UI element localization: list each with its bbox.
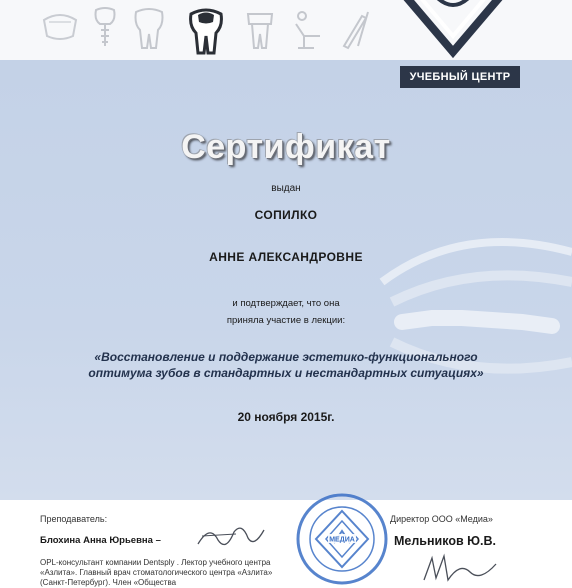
certificate-date: 20 ноября 2015г. [237,410,335,424]
director-name: Мельников Ю.В. [394,534,496,548]
teacher-signature [196,522,266,552]
logo-badge: УЧЕБНЫЙ ЦЕНТР [400,66,520,88]
teacher-description: OPL-консультант компании Dentsply . Лектор учебного центра «Азлита». Главный врач стоматологического центра «Азлита» (Санкт-Петербург). Член «Общества [40,558,273,587]
stamp-text: МЕДИА [329,536,355,544]
training-center-logo [394,0,512,64]
implant-tooth-icon [90,6,120,50]
teacher-label: Преподаватель: [40,514,108,524]
recipient-given-names: АННЕ АЛЕКСАНДРОВНЕ [209,250,363,264]
company-stamp [294,491,390,587]
confirm-line-1: и подтверждает, что она [232,298,340,309]
lecture-title-line-1: «Восстановление и поддержание эстетико-функционального [94,350,478,364]
jaw-icon [40,6,80,46]
lecture-title-line-2: оптимума зубов в стандартных и нестандартных ситуациях» [88,366,484,380]
dental-chair-icon [290,6,326,52]
crown-tooth-icon [244,6,276,52]
confirm-line-2: приняла участие в лекции: [226,315,346,326]
tooth-outline-icon [132,6,166,52]
certificate-title: Сертификат [181,128,391,166]
recipient-surname: СОПИЛКО [254,208,318,222]
tooth-restoration-icon [186,6,226,56]
dental-icon-row [40,6,380,56]
teacher-name: Блохина Анна Юрьевна – [40,535,161,546]
director-signature [420,552,500,584]
dental-tools-icon [338,6,374,52]
director-label: Директор ООО «Медиа» [390,514,493,524]
issued-label: выдан [271,183,301,194]
